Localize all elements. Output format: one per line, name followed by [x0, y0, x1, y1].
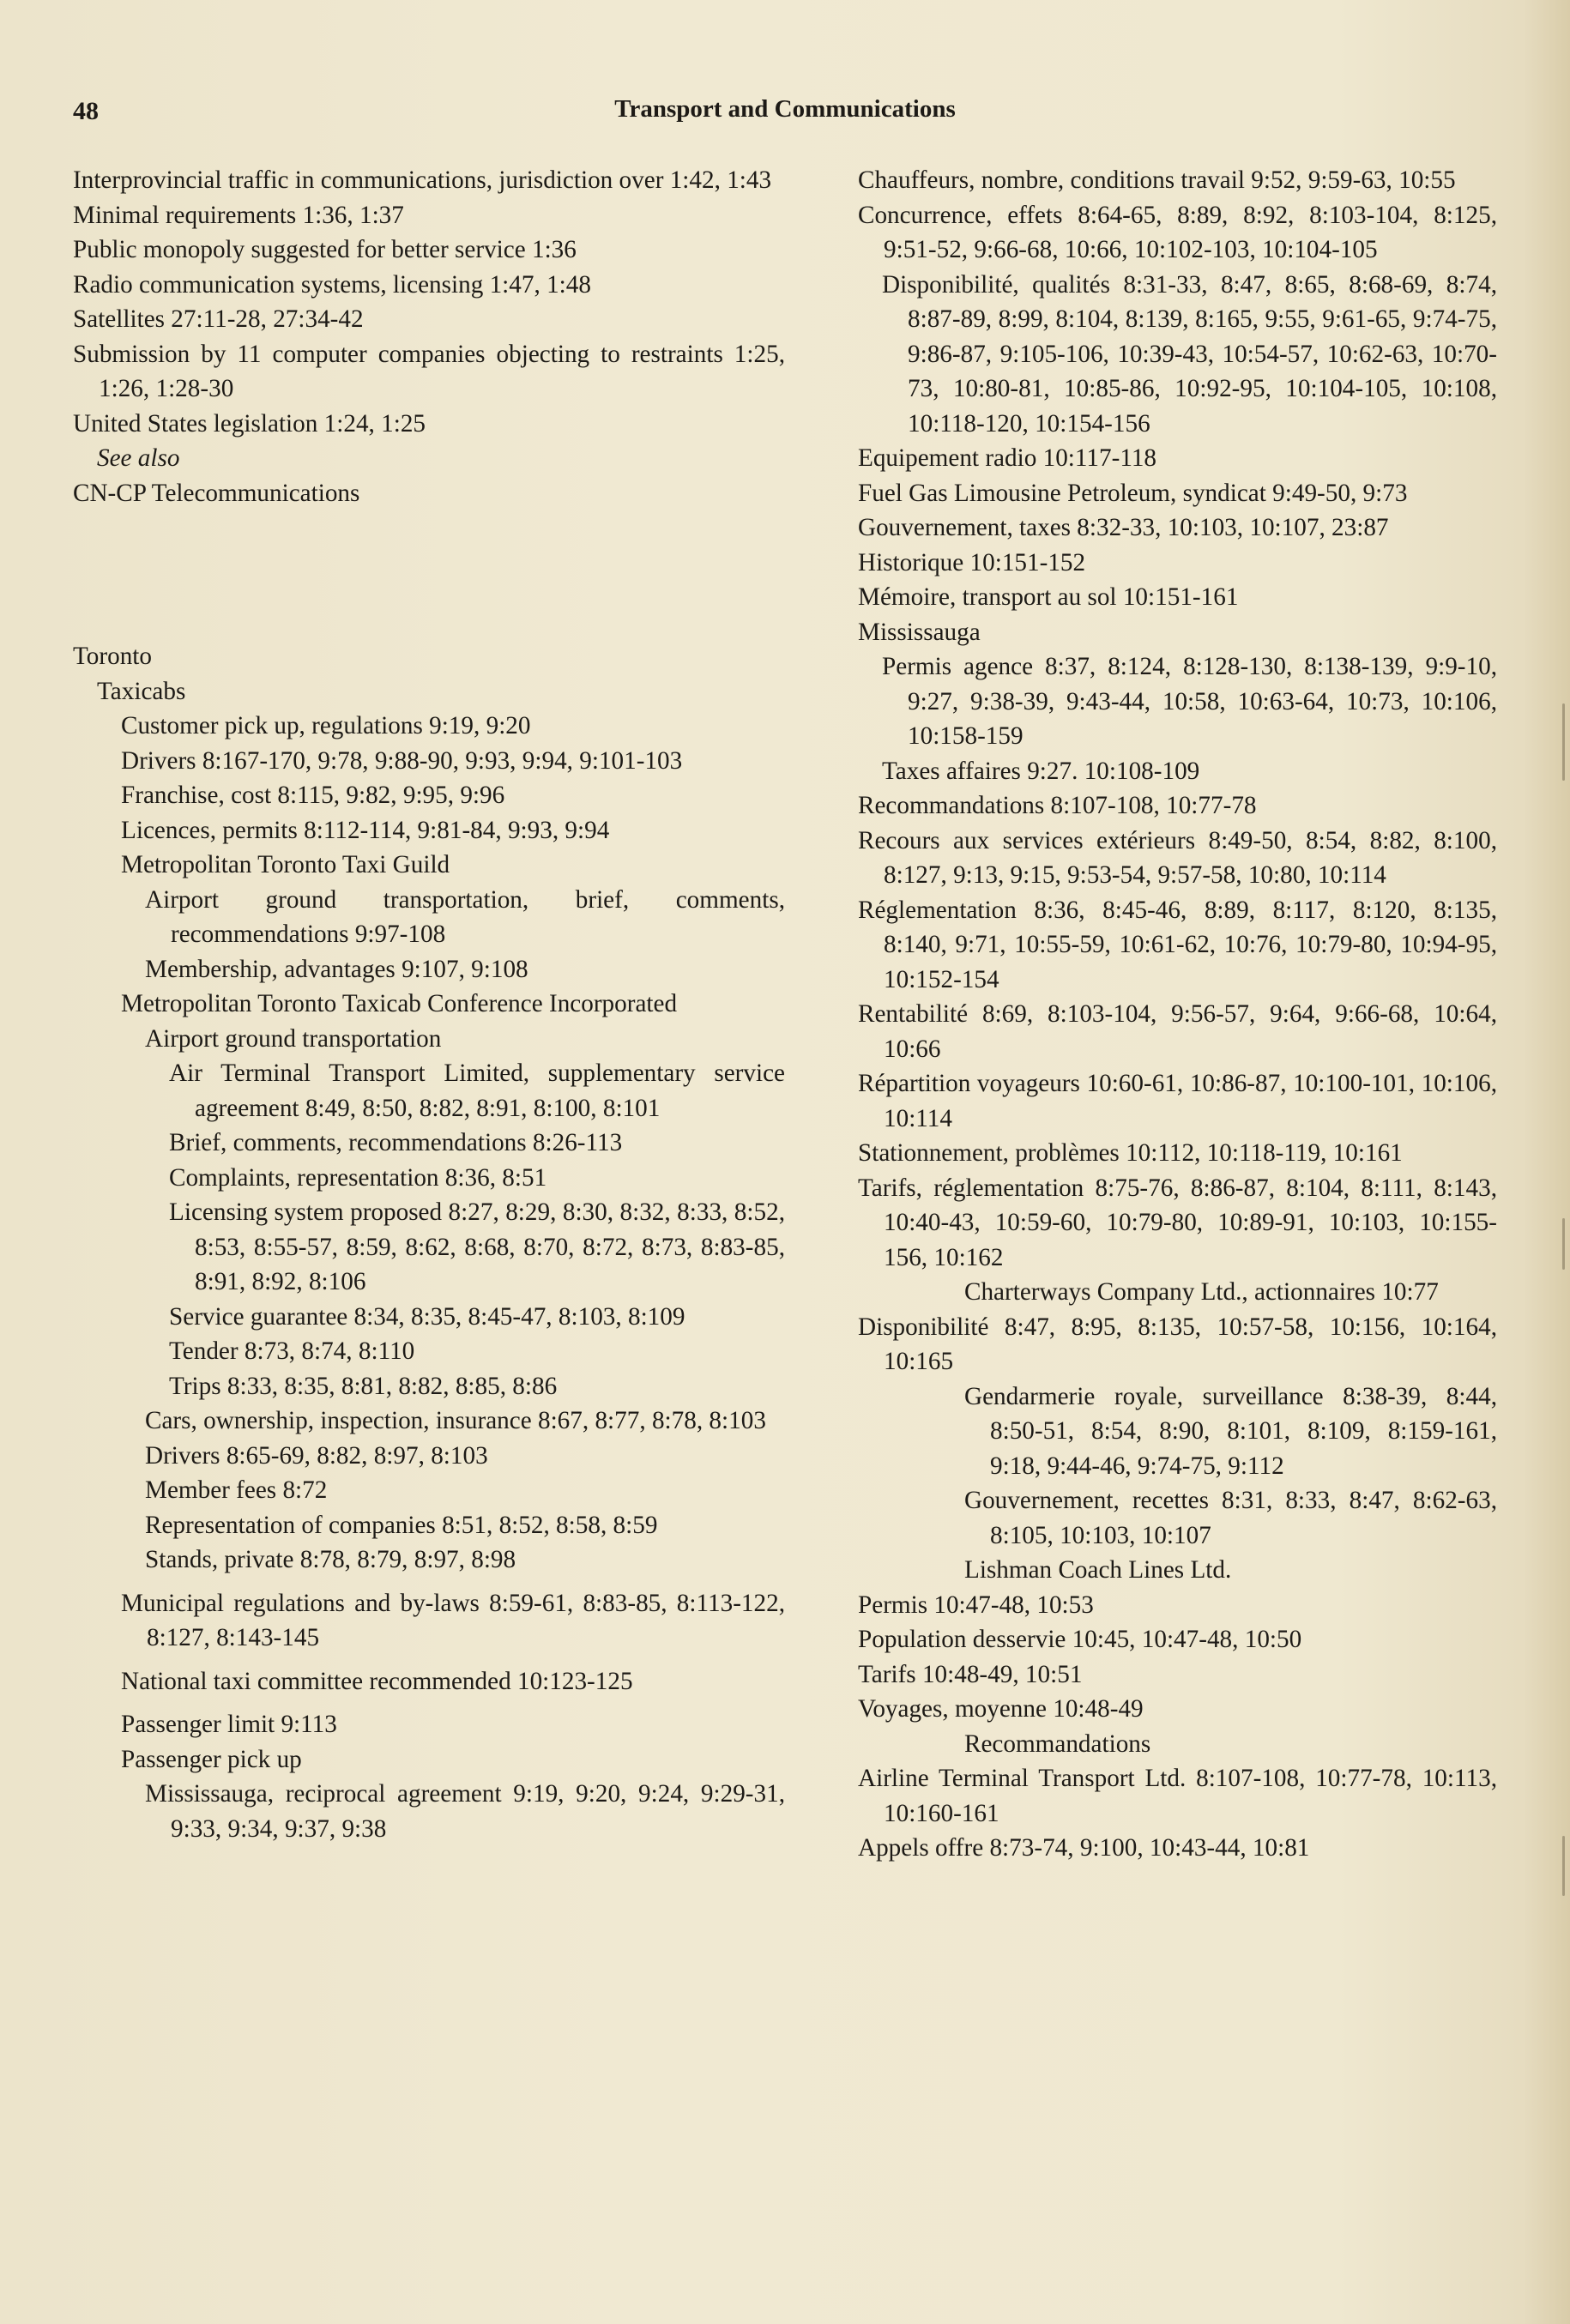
index-entry: Passenger limit 9:113 — [121, 1711, 337, 1738]
index-entry: Metropolitan Toronto Taxicab Conference Incorporated — [121, 990, 678, 1017]
entry-spacer — [73, 1656, 785, 1664]
section-spacer — [73, 510, 785, 639]
index-entry: Taxicabs — [97, 677, 186, 705]
page-number: 48 — [73, 97, 99, 125]
index-entry: Permis 10:47-48, 10:53 — [858, 1591, 1094, 1619]
index-entry: Licensing system proposed 8:27, 8:29, 8:30, 8:32, 8:33, 8:52, 8:53, 8:55-57, 8:59, 8:62, 8:68, 8:70, 8:72, 8:73, 8:83-85, 8:91, 8:92, 8:106 — [169, 1198, 785, 1295]
page-header — [0, 90, 1570, 133]
index-entry: Stands, private 8:78, 8:79, 8:97, 8:98 — [145, 1546, 516, 1573]
index-entry: Service guarantee 8:34, 8:35, 8:45-47, 8:103, 8:109 — [169, 1302, 685, 1331]
index-entry: Satellites 27:11-28, 27:34-42 — [73, 305, 364, 333]
page-edge-mark — [1562, 703, 1565, 781]
see-also-label: See also — [97, 444, 180, 472]
index-entry: Appels offre 8:73-74, 9:100, 10:43-44, 10:81 — [858, 1834, 1310, 1862]
index-entry: Minimal requirements 1:36, 1:37 — [73, 201, 404, 229]
index-entry: Membership, advantages 9:107, 9:108 — [145, 955, 528, 983]
index-entry: Taxes affaires 9:27. 10:108-109 — [882, 757, 1200, 785]
entry-spacer — [73, 1699, 785, 1707]
index-entry: Gouvernement, taxes 8:32-33, 10:103, 10:107, 23:87 — [858, 514, 1389, 541]
index-entry: Permis agence 8:37, 8:124, 8:128-130, 8:138-139, 9:9-10, 9:27, 9:38-39, 9:43-44, 10:58, 10:63-64, 10:73, 10:106, 10:158-159 — [882, 653, 1497, 750]
running-title: Transport and Communications — [614, 95, 956, 123]
index-entry: Airline Terminal Transport Ltd. 8:107-108, 10:77-78, 10:113, 10:160-161 — [858, 1765, 1497, 1827]
index-entry: CN-CP Telecommunications — [73, 479, 360, 507]
index-entry: United States legislation 1:24, 1:25 — [73, 409, 426, 438]
index-entry: Disponibilité 8:47, 8:95, 8:135, 10:57-58, 10:156, 10:164, 10:165 — [858, 1313, 1497, 1375]
page-edge-mark — [1562, 1836, 1565, 1896]
index-entry: Stationnement, problèmes 10:112, 10:118-119, 10:161 — [858, 1139, 1403, 1167]
index-entry: Franchise, cost 8:115, 9:82, 9:95, 9:96 — [121, 782, 505, 809]
index-entry: Radio communication systems, licensing 1:47, 1:48 — [73, 270, 591, 299]
index-entry: Recommandations 8:107-108, 10:77-78 — [858, 792, 1257, 819]
index-entry: Airport ground transportation, brief, comments, recommendations 9:97-108 — [145, 885, 785, 948]
index-entry: Fuel Gas Limousine Petroleum, syndicat 9:49-50, 9:73 — [858, 479, 1408, 507]
index-entry: Tarifs 10:48-49, 10:51 — [858, 1660, 1083, 1688]
index-entry: Répartition voyageurs 10:60-61, 10:86-87, 10:100-101, 10:106, 10:114 — [858, 1070, 1497, 1132]
index-entry: Mémoire, transport au sol 10:151-161 — [858, 583, 1239, 611]
index-entry: Airport ground transportation — [145, 1024, 442, 1053]
index-entry: Cars, ownership, inspection, insurance 8:67, 8:77, 8:78, 8:103 — [145, 1407, 766, 1434]
index-entry: Air Terminal Transport Limited, supplementary service agreement 8:49, 8:50, 8:82, 8:91, 8:100, 8:101 — [169, 1059, 785, 1122]
index-entry: Lishman Coach Lines Ltd. — [964, 1556, 1232, 1584]
index-entry: Tarifs, réglementation 8:75-76, 8:86-87, 8:104, 8:111, 8:143, 10:40-43, 10:59-60, 10:79-80, 10:89-91, 10:103, 10:155-156, 10:162 — [858, 1174, 1497, 1271]
index-entry: Drivers 8:65-69, 8:82, 8:97, 8:103 — [145, 1441, 488, 1470]
index-entry: Metropolitan Toronto Taxi Guild — [121, 851, 450, 878]
index-entry: Voyages, moyenne 10:48-49 — [858, 1695, 1144, 1723]
index-entry: Gendarmerie royale, surveillance 8:38-39, 8:44, 8:50-51, 8:54, 8:90, 8:101, 8:109, 8:159-161, 9:18, 9:44-46, 9:74-75, 9:112 — [964, 1382, 1497, 1480]
right-index-column — [858, 163, 1497, 1866]
index-entry: Recours aux services extérieurs 8:49-50, 8:54, 8:82, 8:100, 8:127, 9:13, 9:15, 9:53-54, 9:57-58, 10:80, 10:114 — [858, 826, 1497, 889]
index-entry: Charterways Company Ltd., actionnaires 10:77 — [964, 1278, 1439, 1306]
index-entry: Historique 10:151-152 — [858, 548, 1086, 576]
index-entry: Mississauga — [858, 618, 981, 646]
index-entry: Gouvernement, recettes 8:31, 8:33, 8:47, 8:62-63, 8:105, 10:103, 10:107 — [964, 1487, 1497, 1549]
index-entry: Concurrence, effets 8:64-65, 8:89, 8:92, 8:103-104, 8:125, 9:51-52, 9:66-68, 10:66, 10:102-103, 10:104-105 — [858, 201, 1497, 263]
entry-spacer — [73, 1578, 785, 1586]
index-entry: Drivers 8:167-170, 9:78, 9:88-90, 9:93, 9:94, 9:101-103 — [121, 746, 683, 775]
index-entry: Public monopoly suggested for better service 1:36 — [73, 236, 577, 263]
index-entry: Submission by 11 computer companies objecting to restraints 1:25, 1:26, 1:28-30 — [73, 340, 785, 402]
page-edge-mark — [1562, 1218, 1565, 1270]
index-entry: Rentabilité 8:69, 8:103-104, 9:56-57, 9:64, 9:66-68, 10:64, 10:66 — [858, 1000, 1497, 1063]
index-entry: Réglementation 8:36, 8:45-46, 8:89, 8:117, 8:120, 8:135, 8:140, 9:71, 10:55-59, 10:61-62, 10:76, 10:79-80, 10:94-95, 10:152-154 — [858, 896, 1497, 993]
index-entry: Tender 8:73, 8:74, 8:110 — [169, 1337, 415, 1365]
index-entry: Interprovincial traffic in communications, jurisdiction over 1:42, 1:43 — [73, 166, 772, 194]
index-entry: Municipal regulations and by-laws 8:59-61, 8:83-85, 8:113-122, 8:127, 8:143-145 — [121, 1589, 785, 1651]
index-entry: Brief, comments, recommendations 8:26-113 — [169, 1129, 623, 1156]
index-entry: Licences, permits 8:112-114, 9:81-84, 9:93, 9:94 — [121, 816, 610, 844]
index-entry: Passenger pick up — [121, 1745, 302, 1773]
left-index-column — [73, 163, 785, 1846]
index-entry: Customer pick up, regulations 9:19, 9:20 — [121, 712, 531, 739]
index-entry: Member fees 8:72 — [145, 1476, 328, 1504]
index-entry: Complaints, representation 8:36, 8:51 — [169, 1163, 547, 1192]
index-entry: National taxi committee recommended 10:123-125 — [121, 1667, 633, 1695]
index-entry: Toronto — [73, 643, 152, 670]
index-entry: Recommandations — [964, 1729, 1151, 1758]
index-entry: Representation of companies 8:51, 8:52, 8:58, 8:59 — [145, 1511, 658, 1539]
index-entry: Disponibilité, qualités 8:31-33, 8:47, 8:65, 8:68-69, 8:74, 8:87-89, 8:99, 8:104, 8:139, 8:165, 9:55, 9:61-65, 9:74-75, 9:86-87, 9:105-106, 10:39-43, 10:54-57, 10:62-63, 10:70-73, 10:80-81, 10:85-86, 10:92-95, 10:104-105, 10:108, 10:118-120, 10:154-156 — [882, 270, 1497, 438]
index-entry: Population desservie 10:45, 10:47-48, 10:50 — [858, 1626, 1302, 1653]
index-entry: Chauffeurs, nombre, conditions travail 9:52, 9:59-63, 10:55 — [858, 166, 1456, 194]
index-entry: Equipement radio 10:117-118 — [858, 444, 1157, 472]
index-entry: Trips 8:33, 8:35, 8:81, 8:82, 8:85, 8:86 — [169, 1372, 558, 1400]
index-entry: Mississauga, reciprocal agreement 9:19, 9:20, 9:24, 9:29-31, 9:33, 9:34, 9:37, 9:38 — [145, 1780, 785, 1843]
